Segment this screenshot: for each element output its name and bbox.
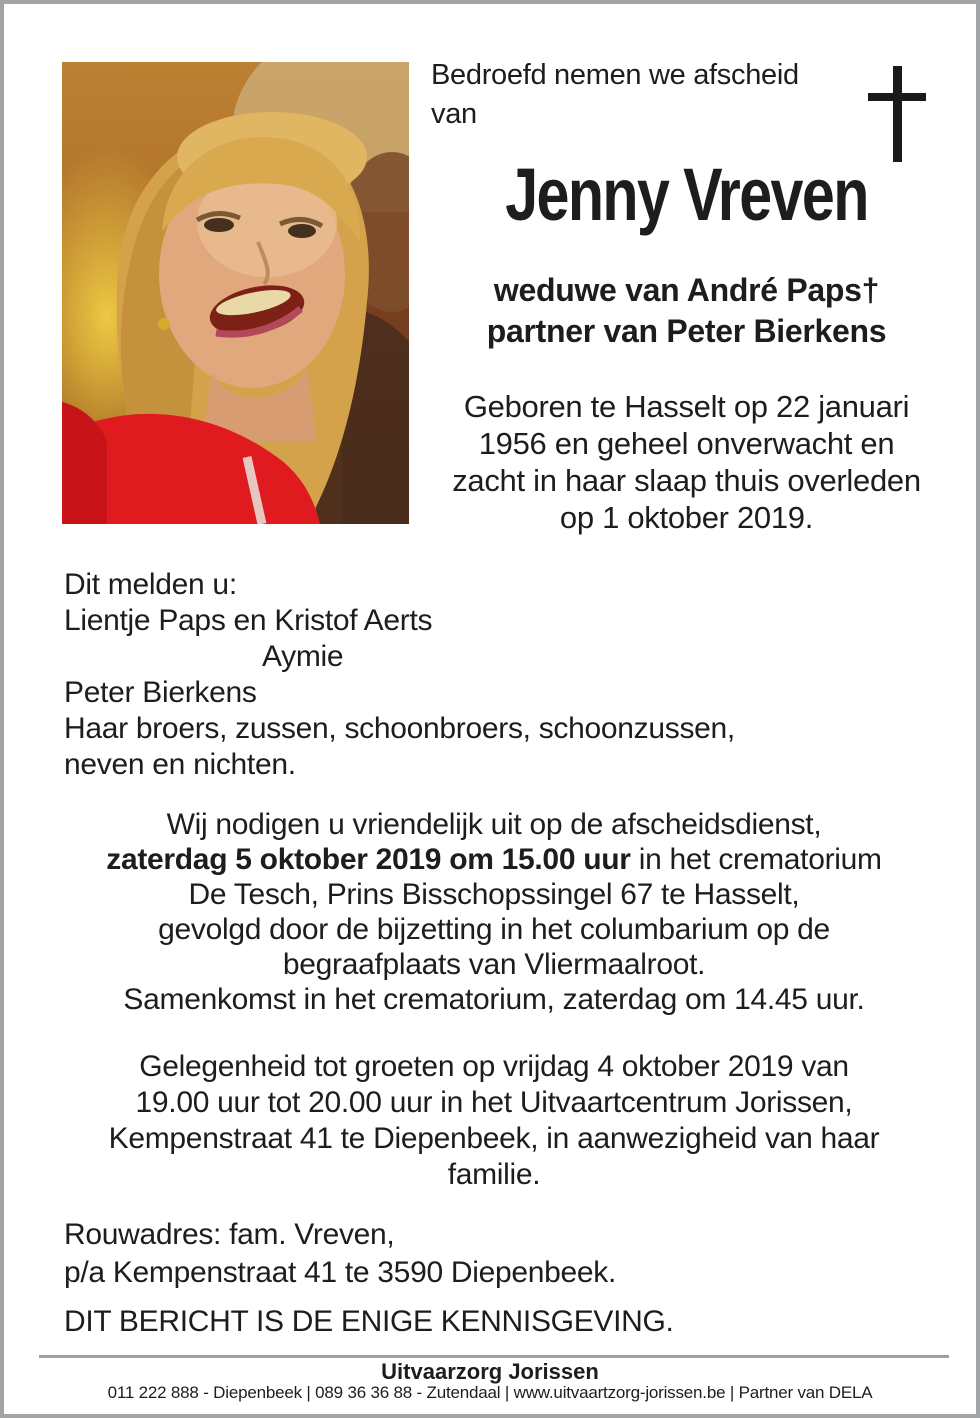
family-heading: Dit melden u: bbox=[64, 568, 237, 601]
family-line-grandchild: Aymie bbox=[262, 640, 344, 673]
portrait-illustration bbox=[62, 62, 409, 524]
mourning-address-line: p/a Kempenstraat 41 te 3590 Diepenbeek. bbox=[64, 1256, 617, 1289]
service-datetime bbox=[24, 842, 964, 877]
service-datetime-rest: in het crematorium bbox=[630, 843, 882, 876]
mourning-address-line: Rouwadres: fam. Vreven, bbox=[64, 1218, 395, 1251]
family-block bbox=[64, 567, 944, 783]
life-line: zacht in haar slaap thuis overleden bbox=[452, 463, 921, 498]
family-line: Haar broers, zussen, schoonbroers, schoonzussen, bbox=[64, 712, 735, 745]
footer-divider bbox=[39, 1355, 949, 1358]
memorial-cross-icon bbox=[866, 62, 930, 166]
family-line: neven en nichten. bbox=[64, 748, 296, 781]
funeral-home-contact: 011 222 888 - Diepenbeek | 089 36 36 88 - Zutendaal | www.uitvaartzorg-jorissen.be | Partner van DELA bbox=[107, 1383, 873, 1402]
life-line: 1956 en geheel onverwacht en bbox=[478, 426, 895, 461]
visitation-line: familie. bbox=[447, 1158, 541, 1191]
relation-partner: partner van Peter Bierkens bbox=[486, 313, 887, 349]
sole-notice-text: DIT BERICHT IS DE ENIGE KENNISGEVING. bbox=[64, 1305, 674, 1338]
visitation-line: Gelegenheid tot groeten op vrijdag 4 oktober 2019 van bbox=[139, 1050, 849, 1083]
visitation-block bbox=[24, 1049, 964, 1193]
life-line: op 1 oktober 2019. bbox=[559, 500, 814, 535]
funeral-home-name: Uitvaarzorg Jorissen bbox=[381, 1359, 599, 1384]
service-datetime-bold: zaterdag 5 oktober 2019 om 15.00 uur bbox=[106, 843, 631, 876]
deceased-name: Jenny Vreven bbox=[505, 153, 868, 236]
intro-line-2: van bbox=[431, 98, 477, 130]
intro-text bbox=[431, 56, 851, 134]
service-location: De Tesch, Prins Bisschopssingel 67 te Hasselt, bbox=[188, 878, 800, 911]
family-line: Peter Bierkens bbox=[64, 676, 257, 709]
visitation-line: 19.00 uur tot 20.00 uur in het Uitvaartcentrum Jorissen, bbox=[135, 1086, 853, 1119]
service-gathering: Samenkomst in het crematorium, zaterdag om 14.45 uur. bbox=[123, 983, 865, 1016]
portrait-photo bbox=[62, 62, 409, 524]
relations-block bbox=[429, 270, 944, 352]
intro-line-1: Bedroefd nemen we afscheid bbox=[431, 59, 799, 91]
service-columbarium: gevolgd door de bijzetting in het columbarium op de bbox=[158, 913, 830, 946]
relation-widow: weduwe van André Paps† bbox=[493, 272, 880, 308]
life-dates-block bbox=[429, 388, 944, 536]
service-intro: Wij nodigen u vriendelijk uit op de afscheidsdienst, bbox=[166, 808, 822, 841]
life-line: Geboren te Hasselt op 22 januari bbox=[463, 389, 910, 424]
service-block bbox=[24, 807, 964, 1017]
family-line: Lientje Paps en Kristof Aerts bbox=[64, 604, 433, 637]
service-cemetery: begraafplaats van Vliermaalroot. bbox=[282, 948, 706, 981]
visitation-line: Kempenstraat 41 te Diepenbeek, in aanwezigheid van haar bbox=[108, 1122, 880, 1155]
mourning-address-block bbox=[64, 1216, 944, 1292]
